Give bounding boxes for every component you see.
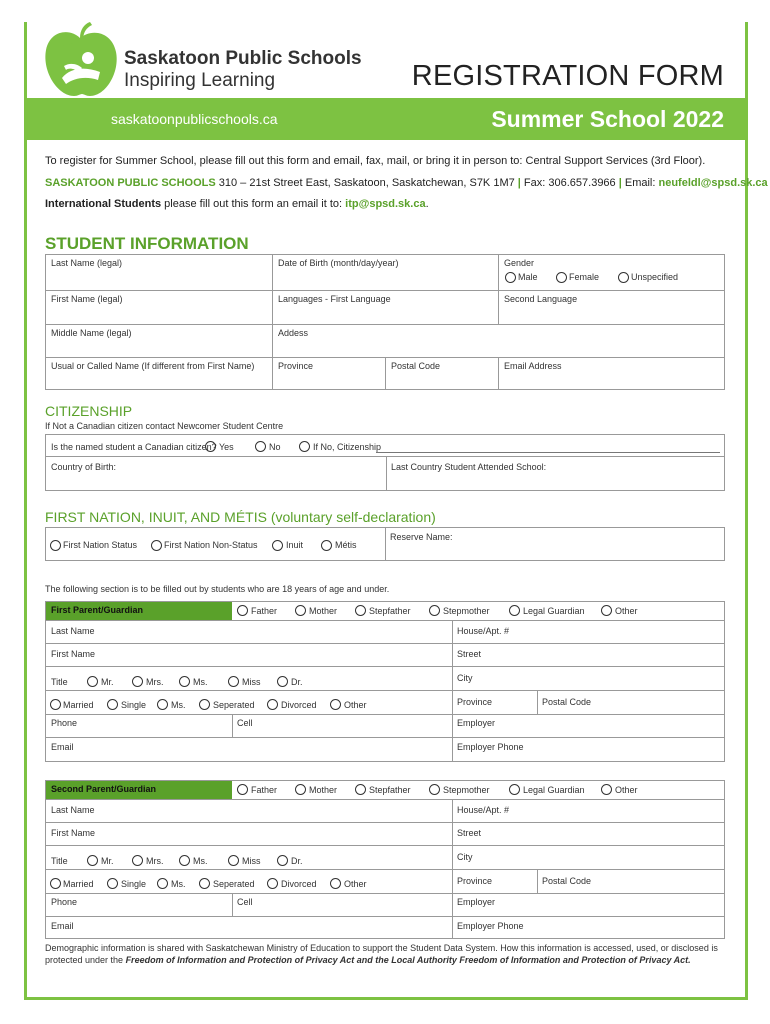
brand-tagline: Inspiring Learning bbox=[124, 70, 276, 91]
fn-status-label: First Nation Status bbox=[63, 540, 138, 550]
guardian1-table bbox=[45, 601, 725, 762]
metis-radio[interactable] bbox=[321, 540, 332, 551]
contact-email[interactable]: neufeldl@spsd.sk.ca bbox=[658, 177, 768, 189]
g1-separated-radio[interactable] bbox=[199, 699, 210, 710]
g1-city[interactable]: City bbox=[457, 673, 473, 683]
divider bbox=[46, 690, 724, 691]
g2-stepfather-label: Stepfather bbox=[369, 785, 411, 795]
page-title: REGISTRATION FORM bbox=[411, 60, 724, 92]
g1-mr-label: Mr. bbox=[101, 677, 114, 687]
g1-last-name[interactable]: Last Name bbox=[51, 626, 95, 636]
g1-married-radio[interactable] bbox=[50, 699, 61, 710]
divider bbox=[46, 845, 724, 846]
g2-single-label: Single bbox=[121, 879, 147, 889]
g1-title-label: Title bbox=[51, 677, 68, 687]
apple-logo bbox=[40, 22, 120, 100]
second-language-field[interactable] bbox=[499, 291, 725, 325]
divider bbox=[386, 456, 387, 491]
dob-label: Date of Birth (month/day/year) bbox=[278, 258, 399, 268]
divider bbox=[46, 456, 724, 457]
g2-married-label: Married bbox=[63, 879, 94, 889]
g1-stepmother-label: Stepmother bbox=[443, 606, 490, 616]
divider bbox=[452, 799, 453, 939]
country-birth-label[interactable]: Country of Birth: bbox=[51, 462, 117, 472]
inuit-label: Inuit bbox=[286, 540, 304, 550]
g2-separated-label: Seperated bbox=[213, 879, 255, 889]
email-address-label: Email Address bbox=[504, 361, 562, 371]
divider bbox=[537, 690, 538, 714]
g1-house[interactable]: House/Apt. # bbox=[457, 626, 510, 636]
divider bbox=[452, 620, 453, 762]
g2-other-marital-radio[interactable] bbox=[330, 878, 341, 889]
g1-legal-guardian-radio[interactable] bbox=[509, 605, 520, 616]
g1-ms-label: Ms. bbox=[193, 677, 208, 687]
usual-name-label: Usual or Called Name (If different from First Name) bbox=[51, 361, 255, 371]
g2-stepmother-label: Stepmother bbox=[443, 785, 490, 795]
first-language-label: Languages - First Language bbox=[278, 294, 391, 304]
email-address-field[interactable] bbox=[499, 358, 725, 390]
g2-postal[interactable]: Postal Code bbox=[542, 876, 592, 886]
g2-miss-label: Miss bbox=[242, 856, 261, 866]
g2-last-name[interactable]: Last Name bbox=[51, 805, 95, 815]
g2-mother-radio[interactable] bbox=[295, 784, 306, 795]
intl-email[interactable]: itp@spsd.sk.ca bbox=[345, 198, 426, 210]
g1-province[interactable]: Province bbox=[457, 697, 493, 707]
intl-text: please fill out this form an email it to: bbox=[161, 198, 346, 210]
g1-mother-label: Mother bbox=[309, 606, 338, 616]
province-field[interactable] bbox=[273, 358, 386, 390]
g2-street[interactable]: Street bbox=[457, 828, 482, 838]
inuit-radio[interactable] bbox=[272, 540, 283, 551]
g2-father-radio[interactable] bbox=[237, 784, 248, 795]
student-table bbox=[45, 254, 725, 390]
divider bbox=[385, 528, 386, 561]
gender-unspecified-radio[interactable] bbox=[618, 272, 629, 283]
g1-legal-guardian-label: Legal Guardian bbox=[523, 606, 585, 616]
g2-employer[interactable]: Employer bbox=[457, 897, 496, 907]
g1-first-name[interactable]: First Name bbox=[51, 649, 96, 659]
email-label: Email: bbox=[621, 177, 659, 189]
divider bbox=[46, 714, 724, 715]
divider bbox=[232, 714, 233, 738]
g2-house[interactable]: House/Apt. # bbox=[457, 805, 510, 815]
intl-label: International Students bbox=[45, 198, 162, 210]
g2-dr-label: Dr. bbox=[291, 856, 303, 866]
g2-phone[interactable]: Phone bbox=[51, 897, 78, 907]
g2-divorced-radio[interactable] bbox=[267, 878, 278, 889]
citizenship-other-label: If No, Citizenship bbox=[313, 442, 382, 452]
reserve-label[interactable]: Reserve Name: bbox=[390, 532, 453, 542]
g2-divorced-label: Divorced bbox=[281, 879, 317, 889]
citizen-yes-radio[interactable] bbox=[205, 441, 216, 452]
g2-ms-radio[interactable] bbox=[179, 855, 190, 866]
g1-miss-radio[interactable] bbox=[228, 676, 239, 687]
g2-province[interactable]: Province bbox=[457, 876, 493, 886]
intro-line1: To register for Summer School, please fill out this form and email, fax, mail, or bring it in person to: Central Support Services (3rd Floor). bbox=[45, 155, 706, 167]
g1-email[interactable]: Email bbox=[51, 742, 74, 752]
g2-mr-radio[interactable] bbox=[87, 855, 98, 866]
separator: | bbox=[618, 177, 622, 189]
postal-code-label: Postal Code bbox=[391, 361, 441, 371]
footer-text: Demographic information is shared with Saskatchewan Ministry of Education to support the Student Data System. How this information is accessed, used, or disclosed is protected under the bbox=[45, 943, 718, 965]
g2-title-label: Title bbox=[51, 856, 68, 866]
g1-mr-radio[interactable] bbox=[87, 676, 98, 687]
gender-male-label: Male bbox=[518, 272, 538, 282]
metis-label: Métis bbox=[335, 540, 357, 550]
g1-stepmother-radio[interactable] bbox=[429, 605, 440, 616]
fnim-table bbox=[45, 527, 725, 561]
province-label: Province bbox=[278, 361, 314, 371]
g2-father-label: Father bbox=[251, 785, 278, 795]
g2-ms2-label: Ms. bbox=[171, 879, 186, 889]
second-language-label: Second Language bbox=[504, 294, 578, 304]
org-address: 310 – 21st Street East, Saskatoon, Saskatchewan, S7K 1M7 bbox=[215, 177, 518, 189]
g1-ms-radio[interactable] bbox=[179, 676, 190, 687]
gender-female-label: Female bbox=[569, 272, 600, 282]
g2-mrs-label: Mrs. bbox=[146, 856, 164, 866]
fn-nonstatus-label: First Nation Non-Status bbox=[164, 540, 258, 550]
g1-postal[interactable]: Postal Code bbox=[542, 697, 592, 707]
divider bbox=[537, 869, 538, 893]
g1-mother-radio[interactable] bbox=[295, 605, 306, 616]
divider bbox=[46, 799, 724, 800]
g2-email[interactable]: Email bbox=[51, 921, 74, 931]
g1-employer-phone[interactable]: Employer Phone bbox=[457, 742, 524, 752]
g2-legal-guardian-radio[interactable] bbox=[509, 784, 520, 795]
first-name-label: First Name (legal) bbox=[51, 294, 123, 304]
g1-dr-label: Dr. bbox=[291, 677, 303, 687]
citizen-question: Is the named student a Canadian citizen? bbox=[51, 442, 217, 452]
citizen-no-label: No bbox=[269, 442, 281, 452]
g2-stepmother-radio[interactable] bbox=[429, 784, 440, 795]
divider bbox=[46, 893, 724, 894]
g2-mrs-radio[interactable] bbox=[132, 855, 143, 866]
citizen-yes-label: Yes bbox=[219, 442, 234, 452]
g1-ms2-radio[interactable] bbox=[157, 699, 168, 710]
guardian-note: The following section is to be filled out by students who are 18 years of age and under. bbox=[45, 584, 390, 594]
gender-label: Gender bbox=[504, 258, 535, 268]
g1-mrs-radio[interactable] bbox=[132, 676, 143, 687]
usual-name-field[interactable] bbox=[46, 358, 273, 390]
divider bbox=[46, 916, 724, 917]
middle-name-label: Middle Name (legal) bbox=[51, 328, 132, 338]
g2-legal-guardian-label: Legal Guardian bbox=[523, 785, 585, 795]
g2-mother-label: Mother bbox=[309, 785, 338, 795]
g1-divorced-label: Divorced bbox=[281, 700, 317, 710]
divider bbox=[46, 869, 724, 870]
last-name-label: Last Name (legal) bbox=[51, 258, 123, 268]
brand-name: Saskatoon Public Schools bbox=[124, 48, 362, 69]
g2-cell[interactable]: Cell bbox=[237, 897, 253, 907]
g2-stepfather-radio[interactable] bbox=[355, 784, 366, 795]
intro-contact bbox=[45, 177, 768, 189]
g1-phone[interactable]: Phone bbox=[51, 718, 78, 728]
intl-end: . bbox=[425, 198, 429, 210]
g2-other-marital-label: Other bbox=[344, 879, 367, 889]
citizenship-other-radio[interactable] bbox=[299, 441, 310, 452]
divider bbox=[46, 620, 724, 621]
g1-other-label: Other bbox=[615, 606, 638, 616]
separator: | bbox=[517, 177, 521, 189]
g2-ms-label: Ms. bbox=[193, 856, 208, 866]
g1-miss-label: Miss bbox=[242, 677, 261, 687]
address-field[interactable] bbox=[273, 325, 725, 358]
section-student: STUDENT INFORMATION bbox=[45, 234, 249, 253]
divider bbox=[232, 893, 233, 917]
g1-dr-radio[interactable] bbox=[277, 676, 288, 687]
g1-street[interactable]: Street bbox=[457, 649, 482, 659]
g2-separated-radio[interactable] bbox=[199, 878, 210, 889]
section-citizenship: CITIZENSHIP bbox=[45, 403, 133, 419]
g1-father-radio[interactable] bbox=[237, 605, 248, 616]
g1-ms2-label: Ms. bbox=[171, 700, 186, 710]
g1-cell[interactable]: Cell bbox=[237, 718, 253, 728]
g1-other-radio[interactable] bbox=[601, 605, 612, 616]
postal-code-field[interactable] bbox=[386, 358, 499, 390]
privacy-footer bbox=[45, 943, 725, 966]
fn-status-radio[interactable] bbox=[50, 540, 61, 551]
g2-first-name[interactable]: First Name bbox=[51, 828, 96, 838]
g1-married-label: Married bbox=[63, 700, 94, 710]
g2-other-label: Other bbox=[615, 785, 638, 795]
g2-ms2-radio[interactable] bbox=[157, 878, 168, 889]
g1-employer[interactable]: Employer bbox=[457, 718, 496, 728]
footer-act: Freedom of Information and Protection of Privacy Act and the Local Authority Freedom of Information and Protection of Privacy Act. bbox=[125, 954, 691, 965]
citizenship-line[interactable] bbox=[376, 452, 720, 453]
g1-other-marital-label: Other bbox=[344, 700, 367, 710]
first-language-field[interactable] bbox=[273, 291, 499, 325]
gender-male-radio[interactable] bbox=[505, 272, 516, 283]
g2-dr-radio[interactable] bbox=[277, 855, 288, 866]
g2-city[interactable]: City bbox=[457, 852, 473, 862]
website-link[interactable]: saskatoonpublicschools.ca bbox=[111, 111, 278, 127]
g1-divorced-radio[interactable] bbox=[267, 699, 278, 710]
g2-single-radio[interactable] bbox=[107, 878, 118, 889]
g2-married-radio[interactable] bbox=[50, 878, 61, 889]
g1-father-label: Father bbox=[251, 606, 278, 616]
address-label: Addess bbox=[278, 328, 309, 338]
org-name: SASKATOON PUBLIC SCHOOLS bbox=[45, 177, 216, 189]
guardian2-table bbox=[45, 780, 725, 939]
section-fnim: FIRST NATION, INUIT, AND MÉTIS (voluntary self-declaration) bbox=[45, 509, 436, 525]
divider bbox=[46, 737, 724, 738]
citizenship-note: If Not a Canadian citizen contact Newcomer Student Centre bbox=[45, 421, 284, 431]
divider bbox=[46, 666, 724, 667]
last-name-field[interactable] bbox=[46, 255, 273, 291]
g2-other-radio[interactable] bbox=[601, 784, 612, 795]
guardian1-heading: First Parent/Guardian bbox=[46, 602, 232, 620]
middle-name-field[interactable] bbox=[46, 325, 273, 358]
g1-other-marital-radio[interactable] bbox=[330, 699, 341, 710]
fax: Fax: 306.657.3966 bbox=[520, 177, 619, 189]
g2-miss-radio[interactable] bbox=[228, 855, 239, 866]
guardian2-heading: Second Parent/Guardian bbox=[46, 781, 232, 799]
g2-employer-phone[interactable]: Employer Phone bbox=[457, 921, 524, 931]
fn-nonstatus-radio[interactable] bbox=[151, 540, 162, 551]
citizen-no-radio[interactable] bbox=[255, 441, 266, 452]
citizenship-table bbox=[45, 434, 725, 491]
g1-separated-label: Seperated bbox=[213, 700, 255, 710]
g2-mr-label: Mr. bbox=[101, 856, 114, 866]
divider bbox=[46, 643, 724, 644]
g1-stepfather-label: Stepfather bbox=[369, 606, 411, 616]
subtitle: Summer School 2022 bbox=[491, 106, 724, 132]
gender-unspecified-label: Unspecified bbox=[631, 272, 679, 282]
divider bbox=[46, 822, 724, 823]
intro-international bbox=[45, 198, 429, 210]
g1-single-label: Single bbox=[121, 700, 147, 710]
g1-stepfather-radio[interactable] bbox=[355, 605, 366, 616]
dob-field[interactable] bbox=[273, 255, 499, 291]
last-country-label[interactable]: Last Country Student Attended School: bbox=[391, 462, 547, 472]
gender-female-radio[interactable] bbox=[556, 272, 567, 283]
g1-single-radio[interactable] bbox=[107, 699, 118, 710]
first-name-field[interactable] bbox=[46, 291, 273, 325]
g1-mrs-label: Mrs. bbox=[146, 677, 164, 687]
